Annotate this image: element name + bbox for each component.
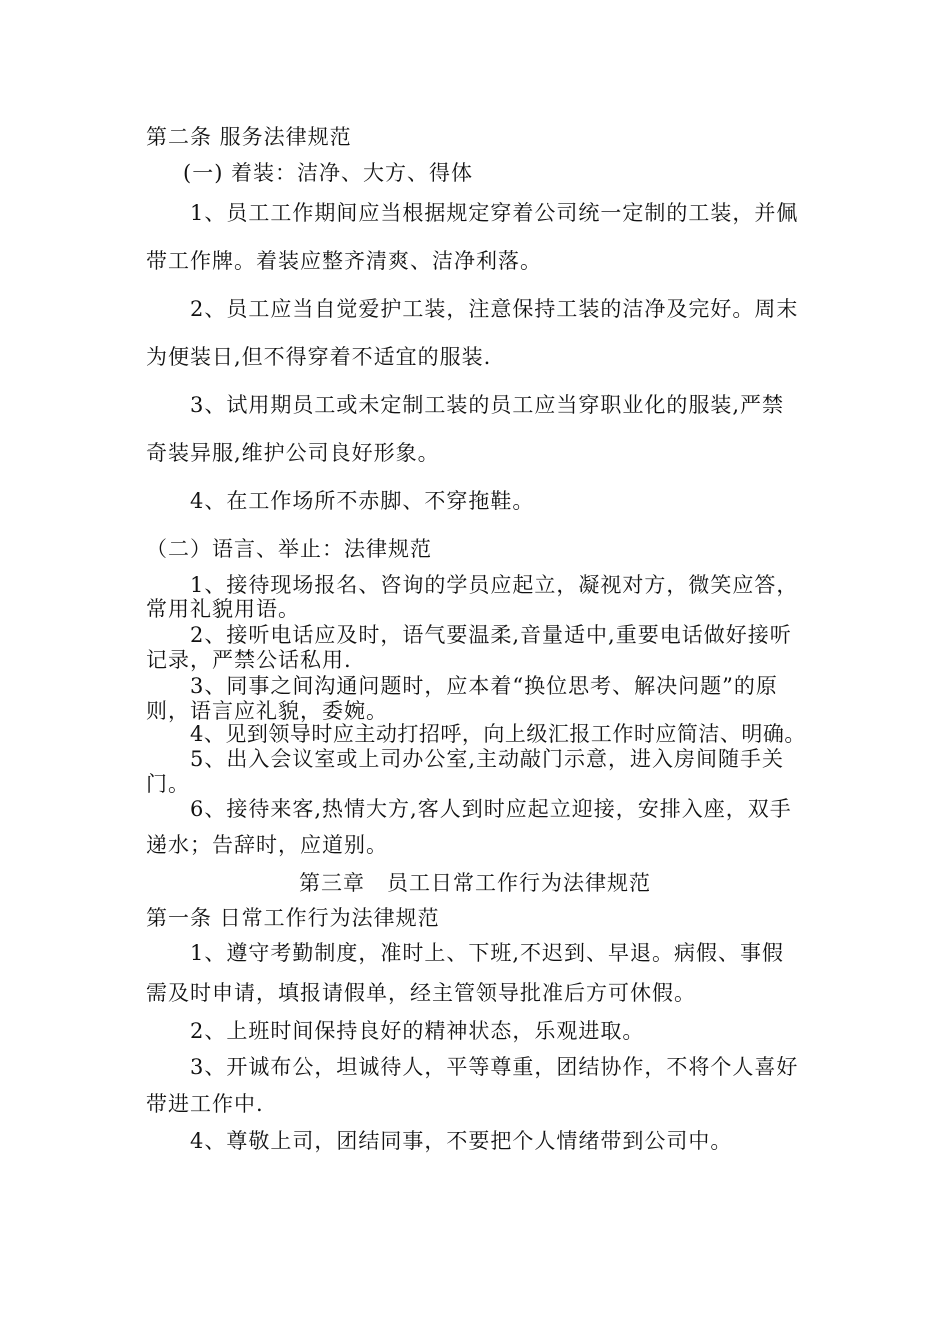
- clause-line: 3、开诚布公，坦诚待人，平等尊重，团结协作，不将个人喜好: [190, 1055, 799, 1079]
- clause-line: 需及时申请，填报请假单，经主管领导批准后方可休假。: [146, 981, 696, 1005]
- clause-line: 3、同事之间沟通问题时，应本着“换位思考、解决问题”的原: [190, 674, 778, 698]
- clause-line: 5、出入会议室或上司办公室,主动敲门示意，进入房间随手关: [190, 747, 785, 771]
- article-1-heading: 第一条 日常工作行为法律规范: [146, 906, 440, 930]
- clause-line: 为便装日,但不得穿着不适宜的服装.: [146, 345, 492, 369]
- clause-line: 4、见到领导时应主动打招呼，向上级汇报工作时应简洁、明确。: [190, 722, 806, 746]
- clause-line: 2、接听电话应及时，语气要温柔,音量适中,重要电话做好接听: [190, 623, 792, 647]
- clause-line: 2、员工应当自觉爱护工装，注意保持工装的洁净及完好。周末: [190, 297, 799, 321]
- clause-line: 门。: [146, 772, 190, 796]
- clause-line: 4、在工作场所不赤脚、不穿拖鞋。: [190, 489, 535, 513]
- clause-line: 常用礼貌用语。: [146, 597, 300, 621]
- chapter-3-title: 第三章 员工日常工作行为法律规范: [299, 871, 651, 895]
- clause-line: 1、遵守考勤制度，准时上、下班,不迟到、早退。病假、事假: [190, 941, 785, 965]
- clause-line: 记录，严禁公话私用.: [146, 648, 352, 672]
- clause-line: 奇装异服,维护公司良好形象。: [146, 441, 440, 465]
- clause-line: 1、接待现场报名、咨询的学员应起立，凝视对方，微笑应答，: [190, 573, 799, 597]
- clause-line: 带进工作中.: [146, 1092, 264, 1116]
- clause-line: 带工作牌。着装应整齐清爽、洁净利落。: [146, 249, 542, 273]
- clause-line: 4、尊敬上司，团结同事，不要把个人情绪带到公司中。: [190, 1129, 733, 1153]
- clause-line: 则，语言应礼貌，委婉。: [146, 699, 388, 723]
- article-2-heading: 第二条 服务法律规范: [146, 125, 352, 149]
- clause-line: 递水；告辞时，应道别。: [146, 833, 388, 857]
- clause-line: 3、试用期员工或未定制工装的员工应当穿职业化的服装,严禁: [190, 393, 785, 417]
- subsection-1-title: (一) 着装：洁净、大方、得体: [183, 161, 474, 185]
- clause-line: 6、接待来客,热情大方,客人到时应起立迎接，安排入座，双手: [190, 797, 792, 821]
- clause-line: 1、员工工作期间应当根据规定穿着公司统一定制的工装，并佩: [190, 201, 799, 225]
- subsection-2-title: （二）语言、举止：法律规范: [146, 537, 432, 561]
- clause-line: 2、上班时间保持良好的精神状态，乐观进取。: [190, 1019, 645, 1043]
